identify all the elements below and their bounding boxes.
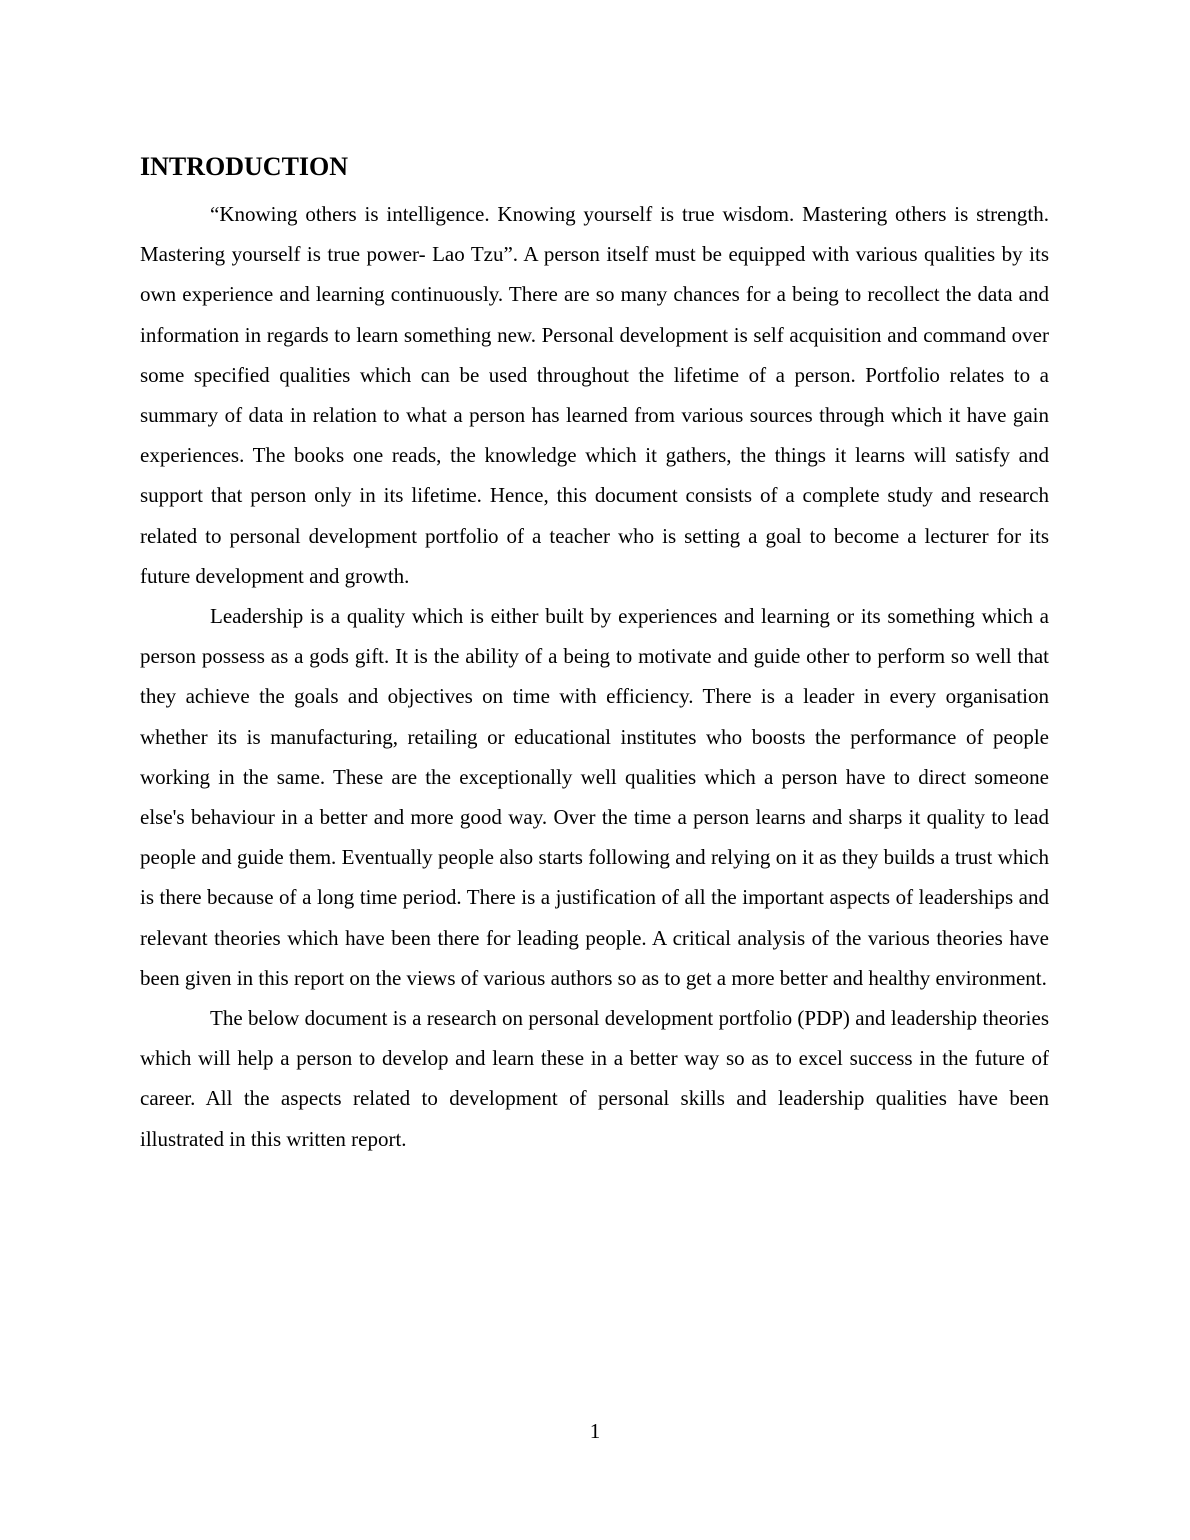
paragraph-document-summary: The below document is a research on personal development portfolio (PDP) and leadership theories which will help a person to develop and learn these in a better way so as to excel success in the future of career. All the aspects related to development of personal skills and leadership qualities have been illustrated in this written report. <box>140 1006 1049 1151</box>
page-number: 1 <box>589 1419 601 1443</box>
paragraph-intro-quote: “Knowing others is intelligence. Knowing yourself is true wisdom. Mastering others is strength. Mastering yourself is true power- Lao Tzu”. A person itself must be equipped with various qualities by its own experience and learning continuously. There are so many chances for a being to recollect the data and information in regards to learn something new. Personal development is self acquisition and command over some specified qualities which can be used throughout the lifetime of a person. Portfolio relates to a summary of data in relation to what a person has learned from various sources through which it have gain experiences. The books one reads, the knowledge which it gathers, the things it learns will satisfy and support that person only in its lifetime. Hence, this document consists of a complete study and research related to personal development portfolio of a teacher who is setting a goal to become a lecturer for its future development and growth. <box>140 202 1049 588</box>
page-content <box>140 148 1049 1159</box>
paragraph-leadership: Leadership is a quality which is either built by experiences and learning or its something which a person possess as a gods gift. It is the ability of a being to motivate and guide other to perform so well that they achieve the goals and objectives on time with efficiency. There is a leader in every organisation whether its is manufacturing, retailing or educational institutes who boosts the performance of people working in the same. These are the exceptionally well qualities which a person have to direct someone else's behaviour in a better and more good way. Over the time a person learns and sharps it quality to lead people and guide them. Eventually people also starts following and relying on it as they builds a trust which is there because of a long time period. There is a justification of all the important aspects of leaderships and relevant theories which have been there for leading people. A critical analysis of the various theories have been given in this report on the views of various authors so as to get a more better and healthy environment. <box>140 604 1049 990</box>
section-heading: INTRODUCTION <box>140 152 349 181</box>
